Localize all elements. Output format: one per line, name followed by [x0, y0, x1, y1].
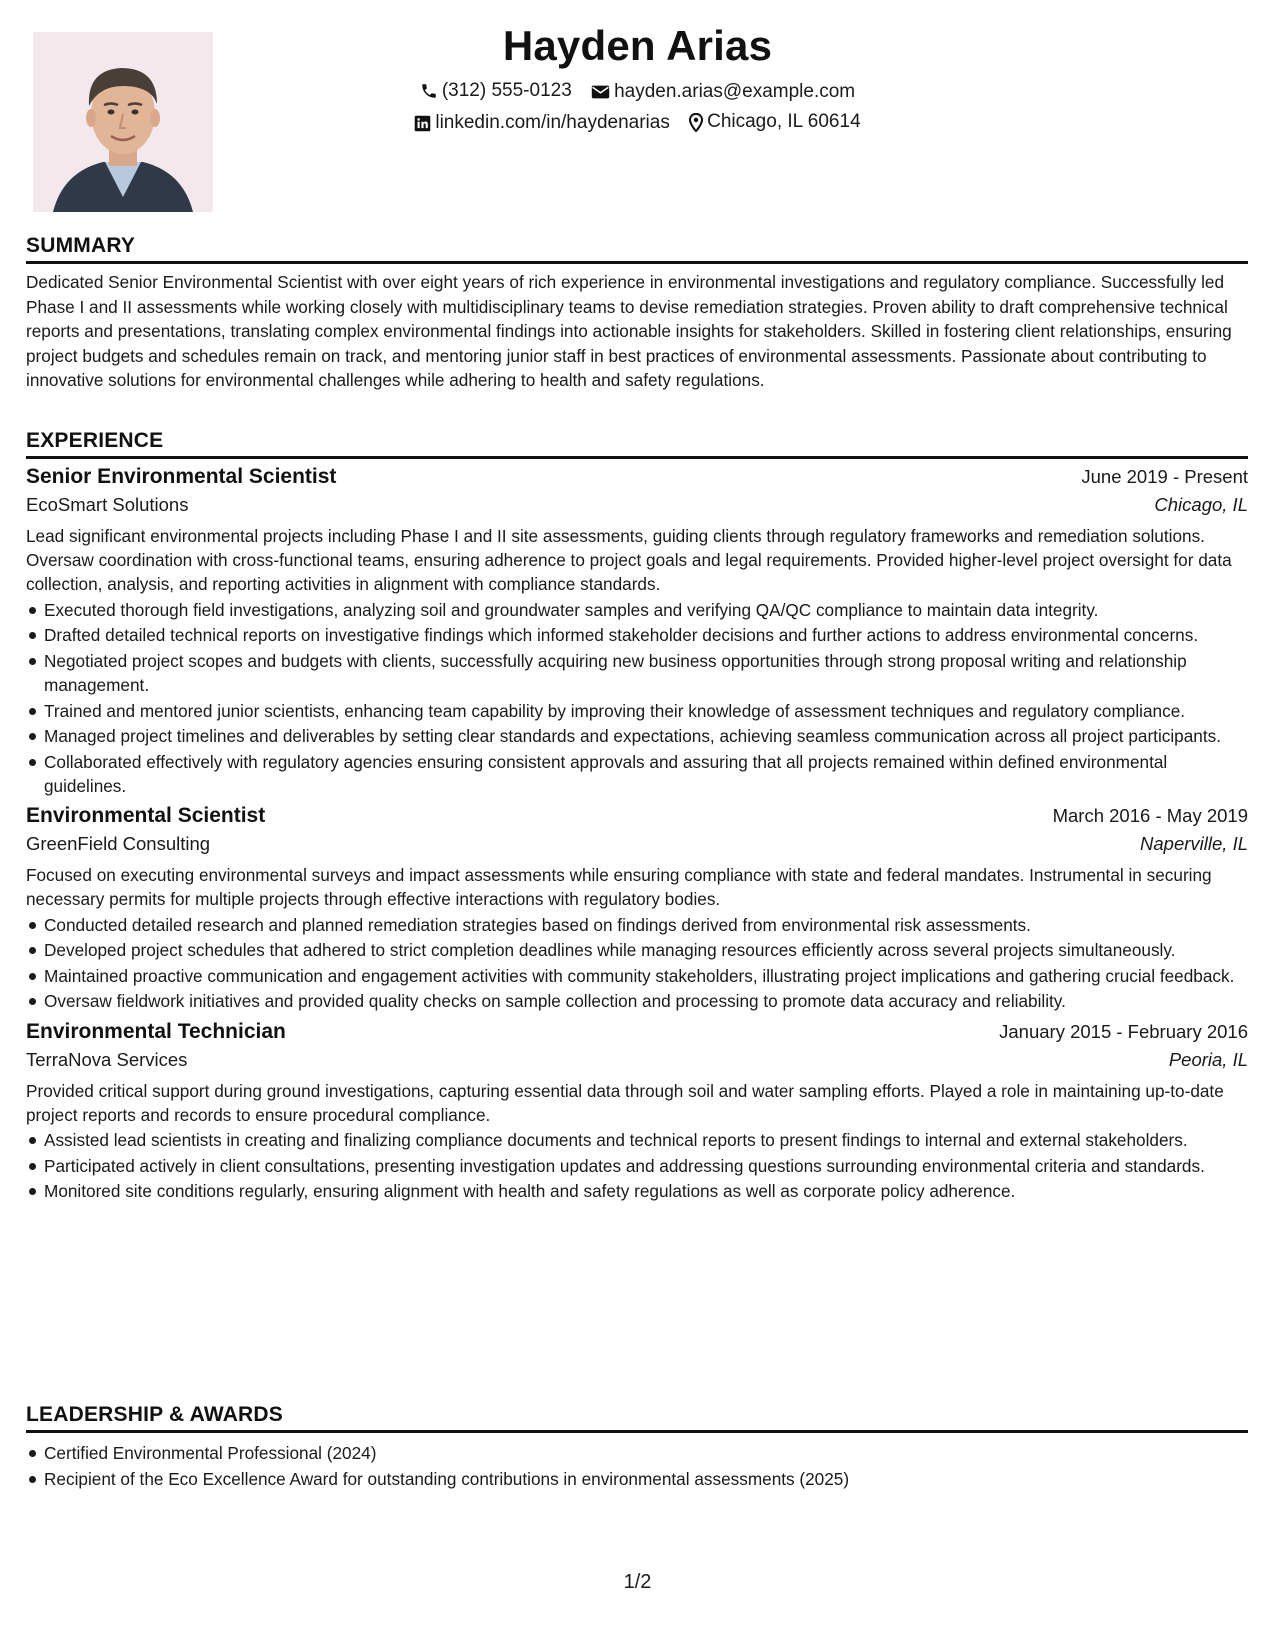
job-description: Lead significant environmental projects including Phase I and II site assessments, guiding clients through regulatory frameworks and remediation solutions. Oversaw coordination with cross-functional teams, ensuring adherence to project goals and legal requirements. Provided higher-level project oversight for data collection, analysis, and reporting activities in alignment with compliance standards. [26, 526, 1232, 595]
candidate-name: Hayden Arias [502, 22, 773, 69]
list-item: Monitored site conditions regularly, ensuring alignment with health and safety regulations as well as corporate policy adherence. [26, 1179, 1248, 1203]
job-title: Environmental Technician [26, 1019, 286, 1043]
awards-list [26, 1441, 1248, 1491]
page-number: 1/2 [623, 1571, 652, 1593]
list-item: Oversaw fieldwork initiatives and provided quality checks on sample collection and processing to promote data accuracy and reliability. [26, 989, 1248, 1013]
linkedin-contact[interactable] [414, 112, 669, 134]
list-item: Negotiated project scopes and budgets with clients, successfully acquiring new business opportunities through strong proposal writing and relationship management. [26, 649, 1248, 697]
summary-section [26, 234, 1248, 393]
job-location: Chicago, IL [1154, 494, 1248, 515]
job-dates: January 2015 - February 2016 [999, 1020, 1248, 1042]
leadership-section [26, 1403, 1248, 1492]
phone-icon [420, 82, 438, 100]
list-item: Executed thorough field investigations, analyzing soil and groundwater samples and verifying QA/QC compliance to maintain data integrity. [26, 598, 1248, 622]
job-entry [26, 465, 1248, 798]
linkedin-icon [414, 115, 431, 132]
contact-row-2 [0, 111, 1275, 138]
company-name: GreenField Consulting [26, 833, 211, 855]
list-item: Trained and mentored junior scientists, enhancing team capability by improving their knowledge of assessment techniques and regulatory compliance. [26, 699, 1248, 723]
company-name: TerraNova Services [26, 1048, 188, 1070]
job-title: Senior Environmental Scientist [26, 465, 337, 488]
list-item: Recipient of the Eco Excellence Award for outstanding contributions in environmental assessments (2025) [26, 1467, 1248, 1491]
contact-row-1 [0, 80, 1275, 106]
job-entry [26, 804, 1248, 1013]
experience-section [26, 429, 1248, 1205]
summary-text: Dedicated Senior Environmental Scientist with over eight years of rich experience in environmental investigations and regulatory compliance. Successfully led Phase I and II assessments while working closely with multidisciplinary teams to devise remediation strategies. Proven ability to draft comprehensive technical reports and presentations, translating complex environmental findings into actionable insights for stakeholders. Skilled in fostering client relationships, ensuring project budgets and schedules remain on track, and mentoring junior staff in best practices of environmental assessments. Passionate about contributing to innovative solutions for environmental challenges while adhering to health and safety regulations. [26, 272, 1232, 391]
job-location: Naperville, IL [1140, 833, 1248, 855]
email-contact[interactable] [591, 81, 855, 103]
list-item: Managed project timelines and deliverables by setting clear standards and expectations, achieving seamless communication across all project participants. [26, 724, 1248, 748]
list-item: Certified Environmental Professional (2024) [26, 1441, 1248, 1465]
section-title-experience: EXPERIENCE [26, 429, 1248, 459]
job-title: Environmental Scientist [26, 804, 266, 828]
email-text: hayden.arias@example.com [614, 81, 856, 102]
company-name: EcoSmart Solutions [26, 494, 189, 515]
list-item: Collaborated effectively with regulatory agencies ensuring consistent approvals and assuring that all projects remained within defined environmental guidelines. [26, 750, 1248, 798]
envelope-icon [591, 84, 610, 100]
list-item: Developed project schedules that adhered to strict completion deadlines while managing resources efficiently across several projects simultaneously. [26, 938, 1248, 962]
list-item: Assisted lead scientists in creating and finalizing compliance documents and technical reports to present findings to internal and external stakeholders. [26, 1128, 1248, 1152]
list-item: Maintained proactive communication and engagement activities with community stakeholders, illustrating project implications and gathering crucial feedback. [26, 964, 1248, 988]
location-contact [689, 111, 861, 133]
job-dates: March 2016 - May 2019 [1052, 805, 1248, 827]
map-pin-icon [689, 113, 703, 132]
list-item: Conducted detailed research and planned remediation strategies based on findings derived from environmental risk assessments. [26, 913, 1248, 937]
job-bullets [26, 1128, 1248, 1203]
job-bullets [26, 913, 1248, 1014]
job-entry [26, 1020, 1248, 1204]
phone-contact[interactable] [420, 80, 572, 102]
location-text: Chicago, IL 60614 [707, 111, 861, 132]
job-description: Provided critical support during ground investigations, capturing essential data through soil and water sampling efforts. Played a role in maintaining up-to-date project reports and records to ensure procedural compliance. [26, 1080, 1224, 1125]
phone-text: (312) 555-0123 [441, 80, 572, 101]
list-item: Drafted detailed technical reports on investigative findings which informed stakeholder decisions and further actions to address environmental concerns. [26, 623, 1248, 647]
job-dates: June 2019 - Present [1081, 466, 1248, 487]
job-location: Peoria, IL [1168, 1048, 1248, 1070]
section-title-leadership: LEADERSHIP & AWARDS [26, 1403, 1248, 1433]
section-title-summary: SUMMARY [26, 234, 1248, 264]
list-item: Participated actively in client consultations, presenting investigation updates and addressing questions surrounding environmental criteria and standards. [26, 1154, 1248, 1178]
linkedin-text: linkedin.com/in/haydenarias [435, 112, 670, 133]
job-description: Focused on executing environmental surveys and impact assessments while ensuring compliance with state and federal mandates. Instrumental in securing necessary permits for multiple projects through effective interactions with regulatory bodies. [26, 865, 1212, 910]
job-bullets [26, 598, 1248, 799]
